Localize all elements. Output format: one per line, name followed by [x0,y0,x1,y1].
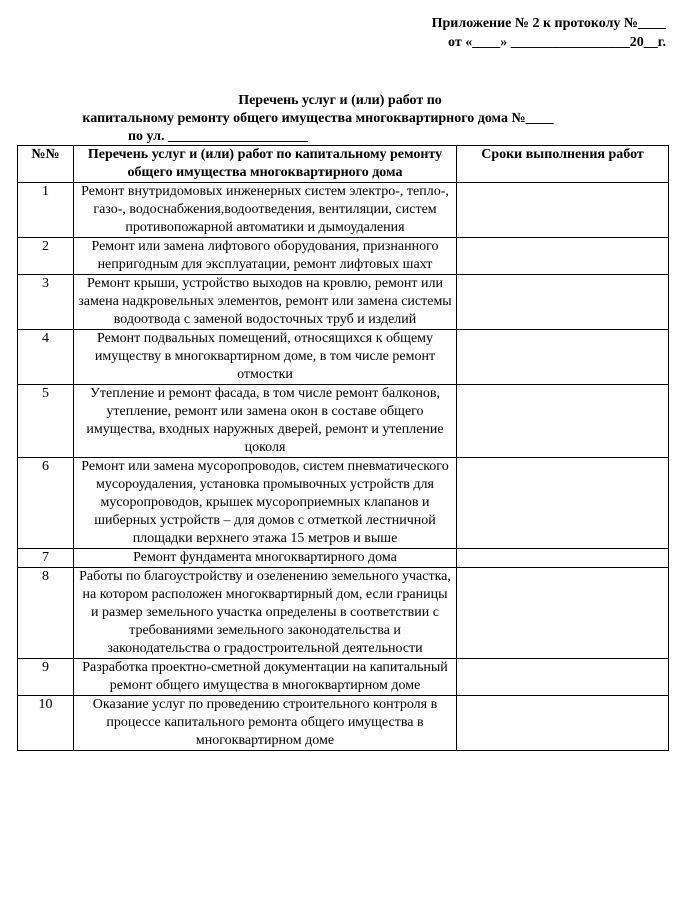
works-table [17,145,669,751]
row-term [457,696,669,751]
appendix-date-line: от «____» _________________20__г. [448,35,666,50]
row-work-description: Ремонт или замена мусоропроводов, систем пневматического мусороудаления, установка промывочных устройств для мусоропроводов, крышек мусороприемных клапанов и шиберных устройств – для домов с отметкой лестничной площадки верхнего этажа 15 метров и выше [74,458,457,549]
row-work-description: Ремонт внутридомовых инженерных систем электро-, тепло-, газо-, водоснабжения,водоотведения, вентиляции, систем противопожарной автоматики и дымоудаления [74,183,457,238]
row-term [457,238,669,275]
row-work-description: Разработка проектно-сметной документации на капитальный ремонт общего имущества в многоквартирном доме [74,659,457,696]
row-term [457,275,669,330]
table-row [18,385,669,458]
table-row [18,568,669,659]
table-row [18,275,669,330]
row-work-description: Ремонт крыши, устройство выходов на кровлю, ремонт или замена надкровельных элементов, ремонт или замена системы водоотвода с заменой водосточных труб и изделий [74,275,457,330]
row-work-description: Ремонт или замена лифтового оборудования, признанного непригодным для эксплуатации, ремонт лифтовых шахт [74,238,457,275]
row-number: 2 [18,238,74,275]
table-row [18,183,669,238]
row-number: 3 [18,275,74,330]
row-number: 6 [18,458,74,549]
row-number: 9 [18,659,74,696]
column-header-number: №№ [18,146,74,183]
row-work-description: Ремонт фундамента многоквартирного дома [74,549,457,568]
row-work-description: Оказание услуг по проведению строительного контроля в процессе капитального ремонта общего имущества в многоквартирном доме [74,696,457,751]
table-row [18,458,669,549]
row-number: 7 [18,549,74,568]
row-work-description: Работы по благоустройству и озеленению земельного участка, на котором расположен многоквартирный дом, если границы и размер земельного участка определены в соответствии с требованиями земельного законодательства и законодательства о градостроительной деятельности [74,568,457,659]
row-work-description: Утепление и ремонт фасада, в том числе ремонт балконов, утепление, ремонт или замена окон в составе общего имущества, входных наружных дверей, ремонт и утепление цоколя [74,385,457,458]
row-term [457,659,669,696]
row-number: 4 [18,330,74,385]
row-number: 5 [18,385,74,458]
row-number: 10 [18,696,74,751]
row-term [457,568,669,659]
row-term [457,330,669,385]
row-term [457,458,669,549]
row-number: 8 [18,568,74,659]
table-header-row [18,146,669,183]
row-term [457,549,669,568]
row-number: 1 [18,183,74,238]
row-term [457,183,669,238]
document-title-line-2: капитальному ремонту общего имущества многоквартирного дома №____ [82,111,554,126]
document-title-line-1: Перечень услуг и (или) работ по [238,93,442,108]
table-row [18,549,669,568]
table-row [18,696,669,751]
table-row [18,238,669,275]
table-row [18,330,669,385]
column-header-work: Перечень услуг и (или) работ по капитальному ремонту общего имущества многоквартирного дома [74,146,457,183]
table-row [18,659,669,696]
row-term [457,385,669,458]
appendix-reference: Приложение № 2 к протоколу №____ [431,16,666,31]
column-header-term: Сроки выполнения работ [457,146,669,183]
document-title-line-3: по ул. ____________________ [127,129,309,144]
row-work-description: Ремонт подвальных помещений, относящихся к общему имуществу в многоквартирном доме, в том числе ремонт отмостки [74,330,457,385]
